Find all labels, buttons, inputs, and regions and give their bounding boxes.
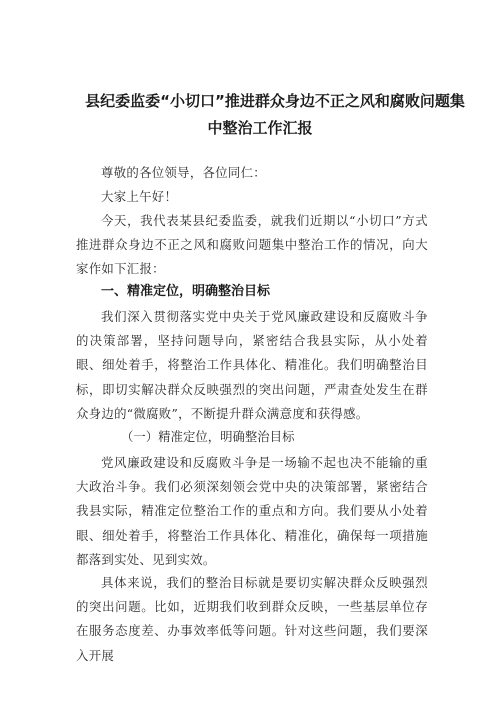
intro-paragraph: 今天，我代表某县纪委监委，就我们近期以“小切口”方式推进群众身边不正之风和腐败问题集中整治工作的情况，向大家作如下汇报： — [76, 213, 428, 277]
salutation: 尊敬的各位领导，各位同仁： — [101, 165, 266, 180]
body-paragraph: 具体来说，我们的整治目标就是要切实解决群众反映强烈的突出问题。比如，近期我们收到群众反映，一些基层单位存在服务态度差、办事效率低等问题。针对这些问题，我们要深入开展 — [76, 575, 428, 663]
subsection-heading: （一）精准定位，明确整治目标 — [121, 429, 295, 444]
document-title-line2: 中整治工作汇报 — [207, 119, 313, 137]
body-paragraph: 我们深入贯彻落实党中央关于党风廉政建设和反腐败斗争的决策部署，坚持问题导向，紧密结合我县实际，从小处着眼、细处着手，将整治工作具体化、精准化。我们明确整治目标，即切实解决群众反映强烈的突出问题，严肃查处发生在群众身边的“微腐败”，不断提升群众满意度和获得感。 — [76, 309, 428, 421]
greeting: 大家上午好！ — [101, 189, 178, 204]
body-paragraph: 党风廉政建设和反腐败斗争是一场输不起也决不能输的重大政治斗争。我们必须深刻领会党中央的决策部署，紧密结合我县实际，精准定位整治工作的重点和方向。我们要从小处着眼、细处着手，将整治工作具体化、精准化，确保每一项措施都落到实处、见到实效。 — [76, 455, 428, 567]
section-heading: 一、精准定位，明确整治目标 — [101, 284, 271, 299]
document-title-line1: 县纪委监委“小切口”推进群众身边不正之风和腐败问题集 — [85, 92, 465, 110]
